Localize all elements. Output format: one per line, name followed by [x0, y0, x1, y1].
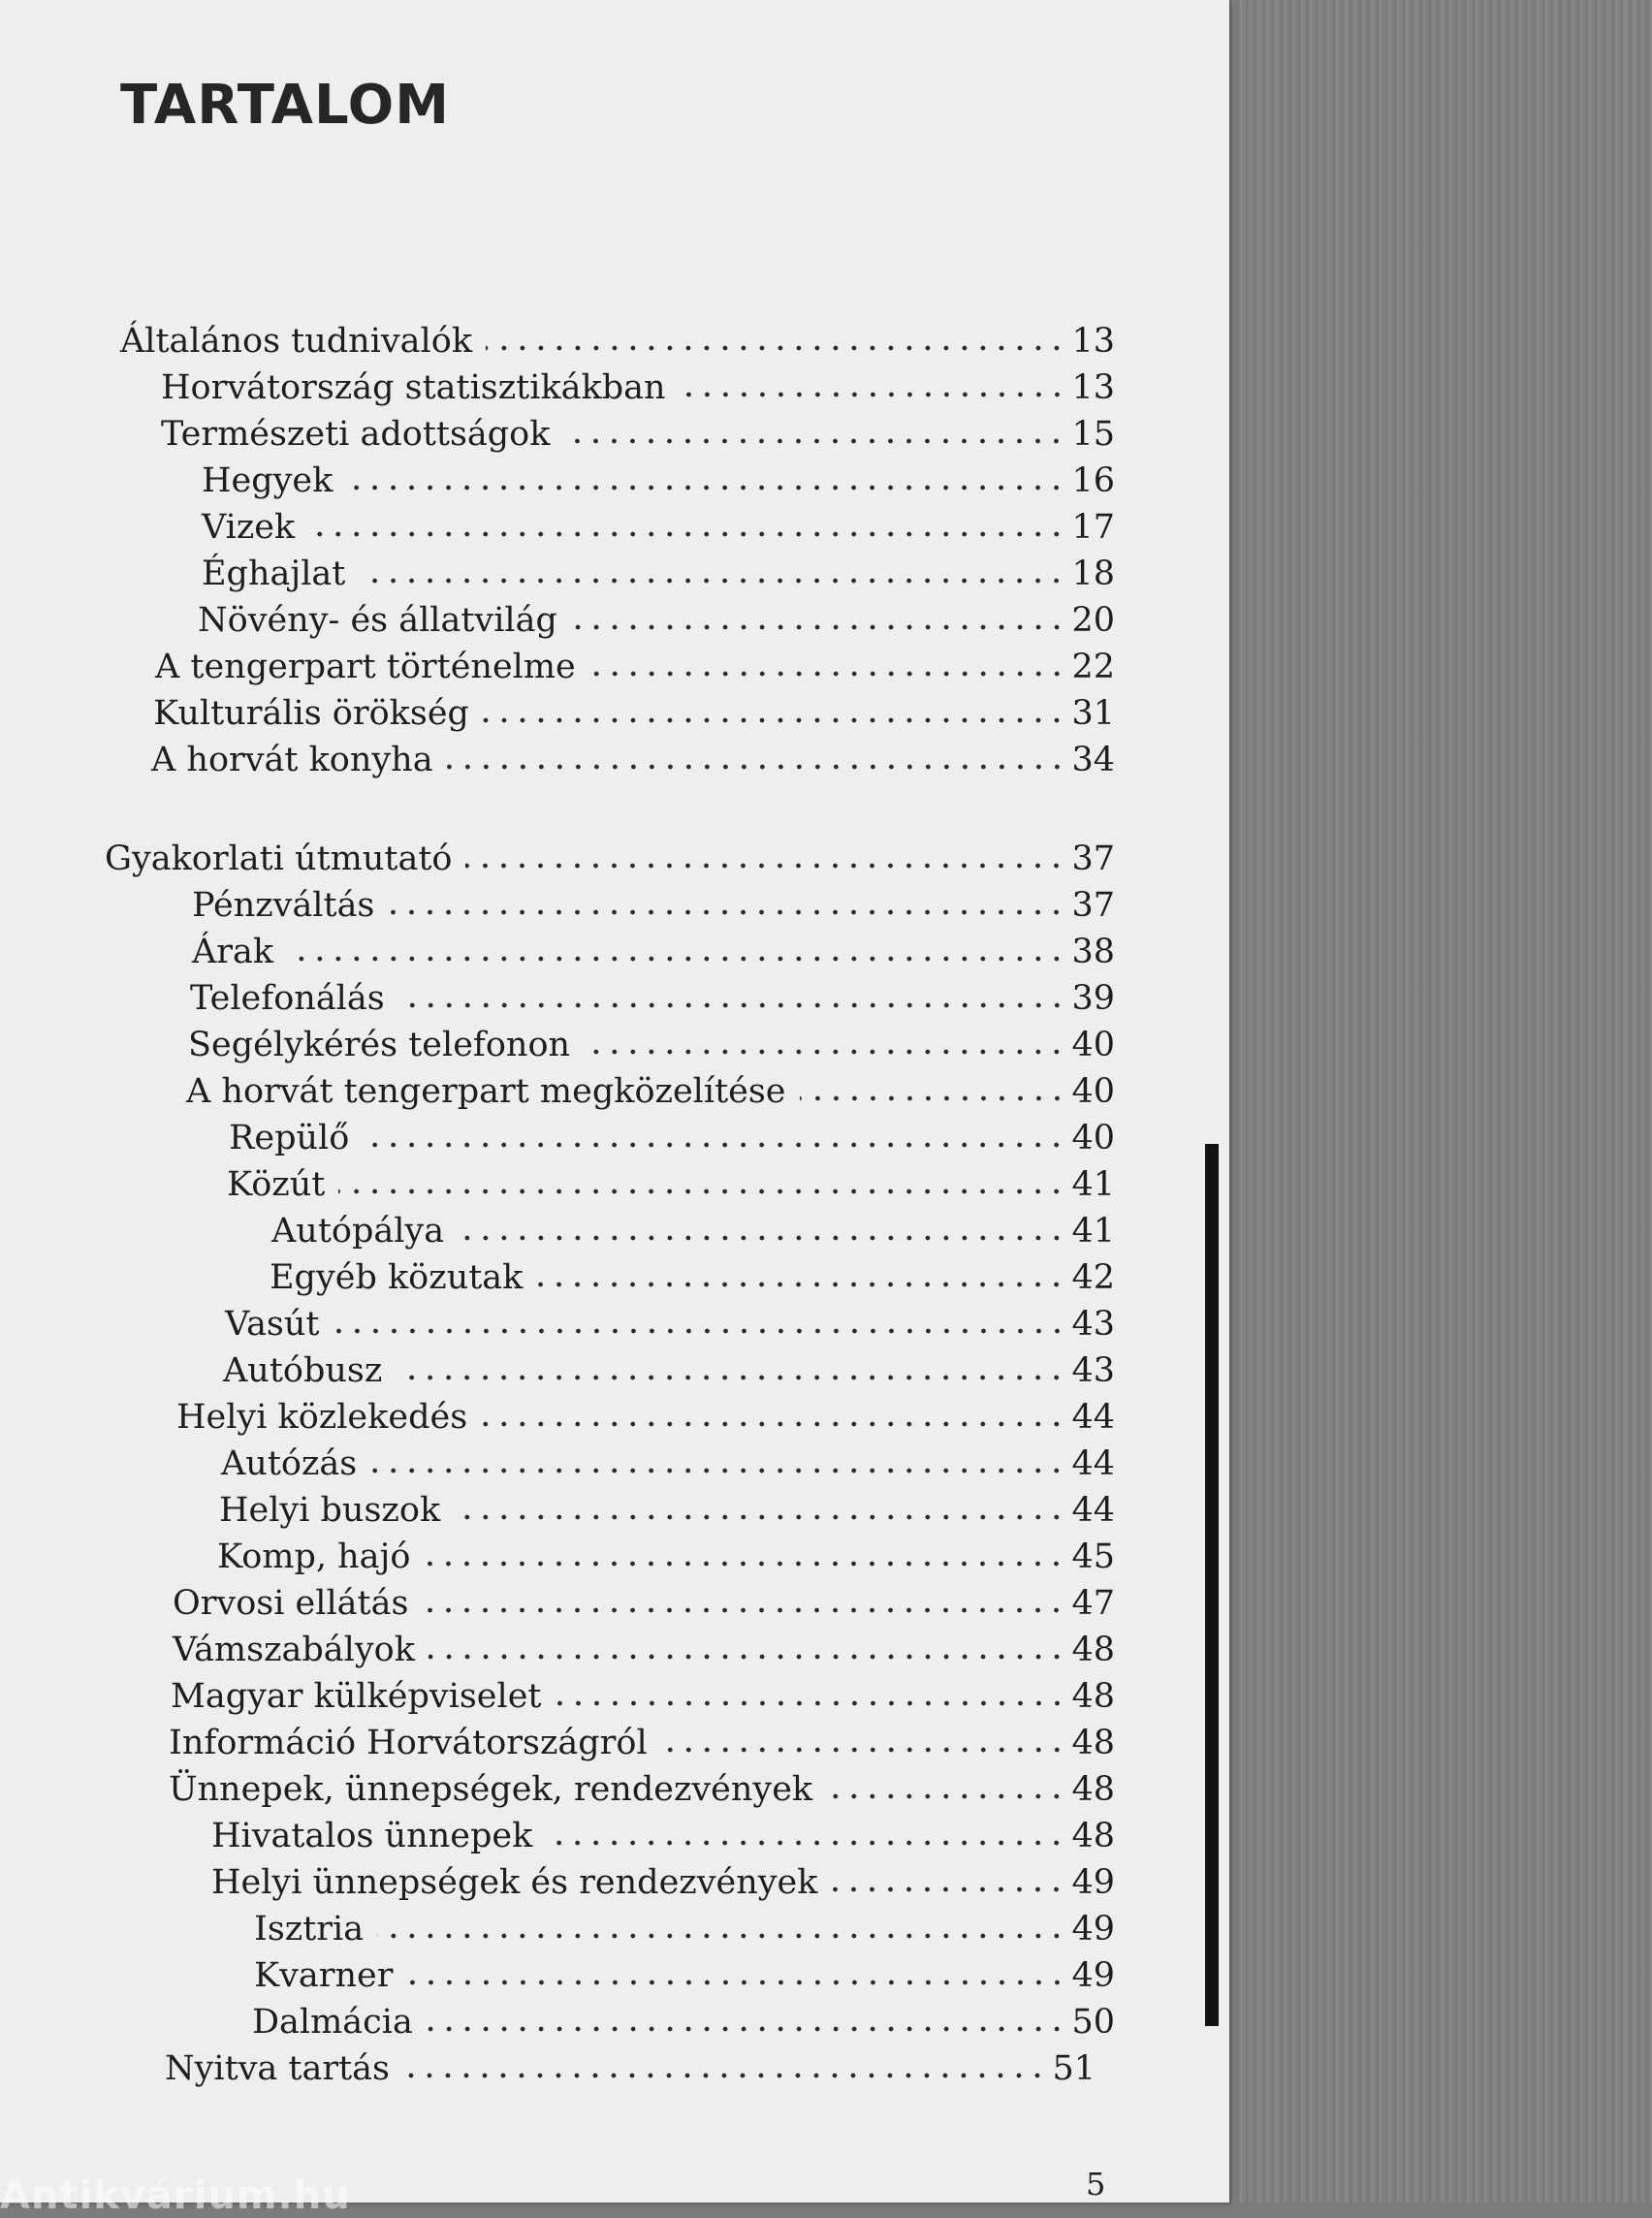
toc-entry-page: 15	[1071, 415, 1115, 454]
toc-entry	[173, 1631, 1115, 1673]
leader-dots	[388, 908, 1065, 916]
toc-entry	[155, 648, 1115, 690]
toc-entry-label: Dalmácia	[252, 2003, 413, 2042]
leader-dots	[486, 344, 1065, 352]
leader-dots	[556, 1699, 1066, 1707]
toc-entry-label: Kulturális örökség	[153, 694, 469, 733]
leader-dots	[429, 1653, 1066, 1661]
toc-entry-label: Információ Horvátországról	[169, 1724, 648, 1762]
toc-entry	[173, 1584, 1115, 1627]
toc-entry-label: A tengerpart történelme	[155, 648, 576, 686]
toc-entry	[211, 1817, 1115, 1859]
toc-entry	[169, 1770, 1115, 1813]
toc-entry	[270, 1258, 1115, 1301]
leader-dots	[831, 1885, 1065, 1893]
leader-dots	[458, 1234, 1065, 1242]
toc-entry-label: A horvát tengerpart megközelítése	[186, 1072, 786, 1111]
toc-entry	[221, 1444, 1115, 1487]
leader-dots	[661, 1746, 1066, 1754]
toc-entry-label: Természeti adottságok	[161, 415, 551, 454]
page-number: 5	[1086, 2166, 1106, 2202]
toc-entry-label: Nyitva tartás	[165, 2049, 390, 2088]
toc-entry-label: Éghajlat	[202, 554, 346, 593]
toc-entry	[225, 1305, 1115, 1347]
toc-entry	[198, 601, 1115, 644]
leader-dots	[483, 716, 1065, 724]
toc-entry-page: 50	[1071, 2003, 1115, 2042]
toc-entry-label: Pénzváltás	[192, 886, 375, 925]
toc-entry	[171, 1677, 1115, 1720]
toc-entry-page: 31	[1071, 694, 1115, 733]
toc-entry	[219, 1491, 1115, 1534]
leader-dots	[465, 862, 1065, 870]
leader-dots	[334, 1327, 1066, 1335]
toc-entry-page: 44	[1071, 1444, 1115, 1483]
toc-entry-label: Közút	[227, 1165, 326, 1204]
toc-entry-page: 48	[1071, 1677, 1115, 1716]
leader-dots	[427, 2025, 1066, 2033]
toc-entry-page: 41	[1071, 1165, 1115, 1204]
toc-entry	[176, 1398, 1115, 1441]
toc-entry-page: 47	[1071, 1584, 1115, 1623]
toc-entry-label: Autóbusz	[223, 1351, 383, 1390]
leader-dots	[584, 1048, 1065, 1056]
toc-entry-label: Telefonálás	[190, 979, 385, 1018]
toc-entry	[227, 1165, 1115, 1208]
toc-entry	[192, 886, 1115, 929]
leader-dots	[563, 437, 1065, 445]
leader-dots	[800, 1094, 1066, 1102]
toc-entry-label: Isztria	[254, 1910, 365, 1949]
toc-entry-page: 42	[1071, 1258, 1115, 1297]
toc-entry	[229, 1119, 1115, 1161]
toc-entry	[165, 2049, 1096, 2092]
toc-entry-label: Általános tudnivalók	[120, 322, 473, 361]
toc-entry-page: 37	[1071, 886, 1115, 925]
toc-entry	[190, 979, 1115, 1022]
toc-entry-page: 37	[1071, 840, 1115, 878]
toc-entry-page: 44	[1071, 1398, 1115, 1437]
leader-dots	[370, 1467, 1065, 1474]
toc-entry-label: Helyi közlekedés	[176, 1398, 468, 1437]
toc-entry-page: 38	[1071, 933, 1115, 971]
toc-entry-page: 40	[1071, 1026, 1115, 1064]
toc-entry-label: Autópálya	[271, 1212, 445, 1251]
page-title: TARTALOM	[120, 74, 451, 137]
toc-entry-label: Hegyek	[202, 461, 334, 500]
toc-entry	[169, 1724, 1115, 1766]
leader-dots	[447, 763, 1066, 771]
leader-dots	[338, 1188, 1065, 1195]
toc-entry-page: 49	[1071, 1863, 1115, 1902]
toc-entry	[223, 1351, 1115, 1394]
toc-entry-label: Autózás	[221, 1444, 358, 1483]
toc-entry-page: 20	[1071, 601, 1115, 640]
toc-entry	[151, 741, 1115, 783]
toc-entry-page: 40	[1071, 1072, 1115, 1111]
toc-entry-page: 49	[1071, 1910, 1115, 1949]
leader-dots	[424, 1560, 1065, 1568]
toc-entry-label: Helyi ünnepségek és rendezvények	[211, 1863, 818, 1902]
toc-entry-label: Repülő	[229, 1119, 350, 1157]
toc-entry	[202, 508, 1115, 551]
leader-dots	[396, 1374, 1065, 1381]
toc-entry-page: 34	[1071, 741, 1115, 779]
toc-entry-label: Komp, hajó	[217, 1537, 411, 1576]
toc-entry-page: 48	[1071, 1724, 1115, 1762]
toc-entry-page: 13	[1071, 368, 1115, 407]
toc-entry-label: Árak	[192, 933, 274, 971]
toc-entry-page: 41	[1071, 1212, 1115, 1251]
toc-entry-label: Vámszabályok	[173, 1631, 415, 1669]
toc-entry-label: Gyakorlati útmutató	[105, 840, 453, 878]
toc-entry-label: Egyéb közutak	[270, 1258, 524, 1297]
toc-entry	[202, 461, 1115, 504]
leader-dots	[308, 530, 1065, 538]
toc-entry-page: 48	[1071, 1631, 1115, 1669]
toc-entry-label: Horvátország statisztikákban	[161, 368, 666, 407]
toc-entry	[211, 1863, 1115, 1906]
toc-entry-label: Vizek	[202, 508, 296, 547]
toc-entry	[161, 368, 1115, 411]
toc-entry-label: Orvosi ellátás	[173, 1584, 409, 1623]
toc-entry-page: 43	[1071, 1305, 1115, 1344]
toc-entry-label: Növény- és állatvilág	[198, 601, 557, 640]
toc-entry	[186, 1072, 1115, 1115]
leader-dots	[407, 1979, 1066, 1986]
toc-entry-label: Segélykérés telefonon	[188, 1026, 571, 1064]
leader-dots	[377, 1932, 1065, 1940]
leader-dots	[403, 2072, 1046, 2079]
leader-dots	[546, 1839, 1065, 1847]
leader-dots	[571, 623, 1066, 631]
leader-dots	[536, 1281, 1065, 1288]
toc-entry-label: A horvát konyha	[151, 741, 433, 779]
leader-dots	[680, 391, 1066, 398]
toc-entry-label: Helyi buszok	[219, 1491, 441, 1530]
toc-entry	[254, 1956, 1115, 1999]
leader-dots	[454, 1513, 1065, 1521]
toc-entry	[153, 694, 1115, 737]
toc-entry-label: Kvarner	[254, 1956, 394, 1995]
toc-entry-page: 22	[1071, 648, 1115, 686]
toc-entry-page: 17	[1071, 508, 1115, 547]
toc-entry	[271, 1212, 1115, 1254]
toc-entry-label: Magyar külképviselet	[171, 1677, 542, 1716]
leader-dots	[346, 484, 1065, 491]
toc-entry-page: 16	[1071, 461, 1115, 500]
toc-entry	[254, 1910, 1115, 1952]
toc-entry-page: 51	[1052, 2049, 1096, 2088]
toc-entry-page: 18	[1071, 554, 1115, 593]
toc-entry	[217, 1537, 1115, 1580]
toc-entry-page: 49	[1071, 1956, 1115, 1995]
watermark-text: Antikvárium.hu	[0, 2173, 351, 2218]
leader-dots	[363, 1141, 1065, 1149]
toc-entry	[192, 933, 1115, 975]
toc-entry-page: 45	[1071, 1537, 1115, 1576]
toc-entry-page: 48	[1071, 1770, 1115, 1809]
page-edge-shadow	[1205, 1144, 1219, 2026]
toc-entry-page: 40	[1071, 1119, 1115, 1157]
toc-entry-label: Ünnepek, ünnepségek, rendezvények	[169, 1770, 813, 1809]
leader-dots	[481, 1420, 1065, 1428]
toc-entry	[202, 554, 1115, 597]
toc-entry-label: Vasút	[225, 1305, 320, 1344]
toc-entry-page: 13	[1071, 322, 1115, 361]
toc-entry-label: Hivatalos ünnepek	[211, 1817, 533, 1855]
toc-entry-page: 44	[1071, 1491, 1115, 1530]
leader-dots	[826, 1792, 1065, 1800]
toc-entry	[105, 840, 1115, 882]
toc-entry	[120, 322, 1115, 364]
toc-entry-page: 43	[1071, 1351, 1115, 1390]
background-surface	[1226, 0, 1652, 2202]
toc-entry	[252, 2003, 1115, 2045]
toc-entry	[161, 415, 1115, 458]
toc-entry	[188, 1026, 1115, 1068]
leader-dots	[422, 1606, 1065, 1614]
leader-dots	[287, 955, 1065, 963]
leader-dots	[359, 577, 1065, 585]
toc-entry-page: 39	[1071, 979, 1115, 1018]
leader-dots	[589, 670, 1066, 678]
leader-dots	[398, 1001, 1066, 1009]
toc-entry-page: 48	[1071, 1817, 1115, 1855]
